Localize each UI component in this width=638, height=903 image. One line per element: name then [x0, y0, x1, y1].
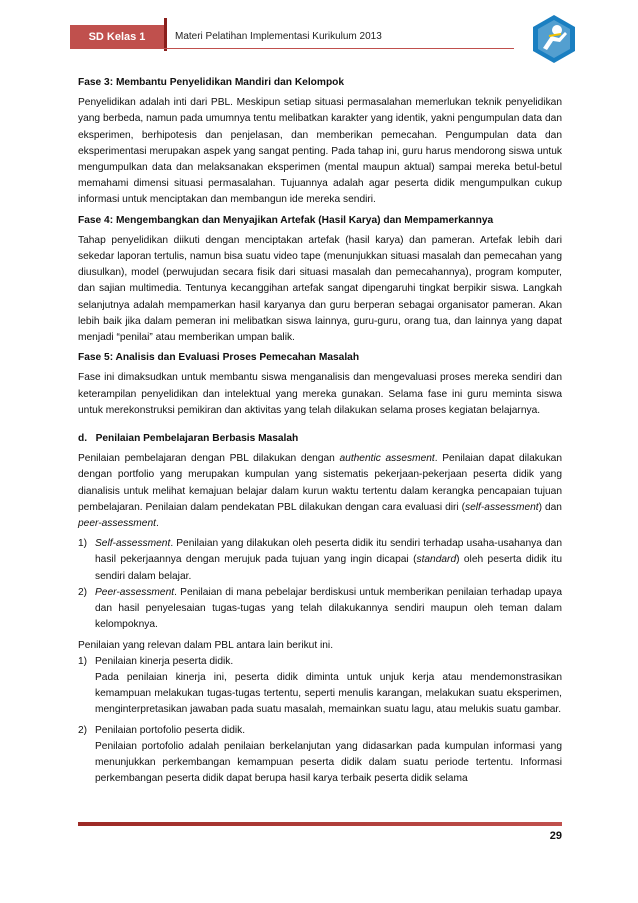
item-text: ) oleh peserta didik itu sendiri dalam belajar. — [95, 554, 562, 582]
header-rule — [164, 48, 514, 49]
list-number: 1) — [78, 538, 88, 550]
list-number: 2) — [78, 724, 88, 736]
list-number: 2) — [78, 586, 88, 598]
page-number: 29 — [549, 830, 562, 842]
footer-rule — [78, 822, 562, 826]
intro-emphasis: peer-assessment — [78, 518, 156, 530]
header-divider — [164, 18, 167, 51]
section-d-title: Penilaian Pembelajaran Berbasis Masalah — [95, 433, 299, 445]
item-term: Peer-assessment — [95, 586, 175, 598]
intro-text: . Penilaian dapat dilakukan dengan portfolio yang merupakan kumpulan yang sistematis pekerjaan-pekerjaan peserta didik yang dianalisis untuk melihat kemajuan belajar dalam kurun waktu tertentu dalam kerangka pencapaian tujuan pembelajaran. Penilaian dalam pendekatan PBL dilakukan dengan cara evaluasi diri ( — [78, 453, 562, 513]
intro-text: ) dan — [538, 501, 562, 513]
item-text: . Penilaian di mana pebelajar berdiskusi untuk memberikan penilaian terhadap upaya dan hasil penyelesaian tugas-tugas yang telah dilakukannya sendiri maupun oleh teman dalam kelompoknya. — [95, 586, 562, 631]
fase4-heading: Fase 4: Mengembangkan dan Menyajikan Artefak (Hasil Karya) dan Mempamerkannya — [78, 214, 494, 226]
section-d-intro — [78, 451, 562, 532]
item-emphasis: standard — [416, 554, 457, 566]
fase5-paragraph: Fase ini dimaksudkan untuk membantu siswa menganalisis dan mengevaluasi proses mereka sendiri dan keterampilan penyelidikan dan intelektual yang mereka gunakan. Selama fase ini guru meminta siswa untuk merekonstruksi pemikiran dan aktivitas yang telah dilakukan selama proses kegiatan belajarnya. — [78, 372, 562, 416]
grade-badge: SD Kelas 1 — [70, 25, 164, 49]
fase3-paragraph: Penyelidikan adalah inti dari PBL. Meskipun setiap situasi permasalahan memerlukan teknik penyelidikan yang berbeda, namun pada umumnya tentu melibatkan karakter yang identik, yakni pengumpulan data dan eksperimen, berhipotesis dan penjelasan, dan memberikan pemecahan. Pengumpulan data dan eksperimentasi merupakan aspek yang sangat penting. Pada tahap ini, guru harus mendorong siswa untuk mengumpulkan data dan melaksanakan eksperimen (mental maupun aktual) sampai mereka betul-betul memahami dimensi situasi permasalahan. Tujuannya adalah agar peserta didik mengumpulkan cukup informasi untuk menciptakan dan membangun ide mereka sendiri. — [78, 97, 562, 206]
relevant-intro: Penilaian yang relevan dalam PBL antara lain berikut ini. — [78, 639, 334, 651]
fase5-heading: Fase 5: Analisis dan Evaluasi Proses Pemecahan Masalah — [78, 352, 360, 364]
fase3-heading: Fase 3: Membantu Penyelidikan Mandiri dan Kelompok — [78, 77, 345, 88]
list-item — [78, 585, 562, 634]
list-item — [78, 723, 562, 788]
item-text: Pada penilaian kinerja ini, peserta didik diminta untuk unjuk kerja atau mendemonstrasikan kemampuan melakukan tugas-tugas tertentu, seperti menulis karangan, melakukan suatu eksperimen, menginterpretasikan jawaban pada suatu masalah, memainkan suatu lagu, atau melukis suatu gambar. — [95, 671, 562, 716]
section-d-label: d. — [78, 433, 88, 445]
item-text: . Penilaian yang dilakukan oleh peserta didik itu sendiri terhadap usaha-usahanya dan hasil pekerjaannya dengan merujuk pada tujuan yang ingin dicapai ( — [95, 538, 562, 566]
page-body — [78, 75, 562, 787]
list-number: 1) — [78, 655, 88, 667]
tut-wuri-handayani-logo-icon — [527, 12, 581, 66]
item-text: Penilaian portofolio adalah penilaian berkelanjutan yang didasarkan pada kumpulan informasi yang menunjukkan perkembangan kemampuan peserta didik dalam suatu periode tertentu. Informasi perkembangan peserta didik dapat berupa hasil karya terbaik peserta didik selama — [95, 740, 562, 785]
item-title: Penilaian portofolio peserta didik. — [95, 724, 246, 736]
list-item — [78, 654, 562, 719]
intro-text: . — [155, 518, 159, 530]
intro-emphasis: authentic assesment — [339, 453, 435, 465]
fase4-paragraph: Tahap penyelidikan diikuti dengan menciptakan artefak (hasil karya) dan pameran. Artefak lebih dari sekedar laporan tertulis, namun bisa suatu video tape (menunjukkan situasi masalah dan pemecahan yang diusulkan), model (perwujudan secara fisik dari situasi masalah dan pemecahannya), program komputer, dan sajian multimedia. Tentunya kecanggihan artefak sangat dipengaruhi tingkat berpikir siswa. Langkah selanjutnya adalah mempamerkan hasil karyanya dan guru berperan sebagai organisator pameran. Akan lebih baik jika dalam pemeran ini melibatkan siswa lainnya, guru-guru, orang tua, dan lainnya yang dapat menjadi “penilai” atau memberikan umpan balik. — [78, 234, 562, 344]
item-title: Penilaian kinerja peserta didik. — [95, 655, 234, 667]
list-item — [78, 536, 562, 585]
intro-emphasis: self-assessment — [465, 501, 539, 513]
relevant-assessment-list — [78, 654, 562, 788]
item-term: Self-assessment — [95, 538, 171, 550]
header-title: Materi Pelatihan Implementasi Kurikulum 2013 — [175, 31, 382, 42]
section-d-heading — [78, 431, 562, 447]
assessment-type-list — [78, 536, 562, 633]
intro-text: Penilaian pembelajaran dengan PBL dilakukan dengan — [78, 453, 340, 465]
